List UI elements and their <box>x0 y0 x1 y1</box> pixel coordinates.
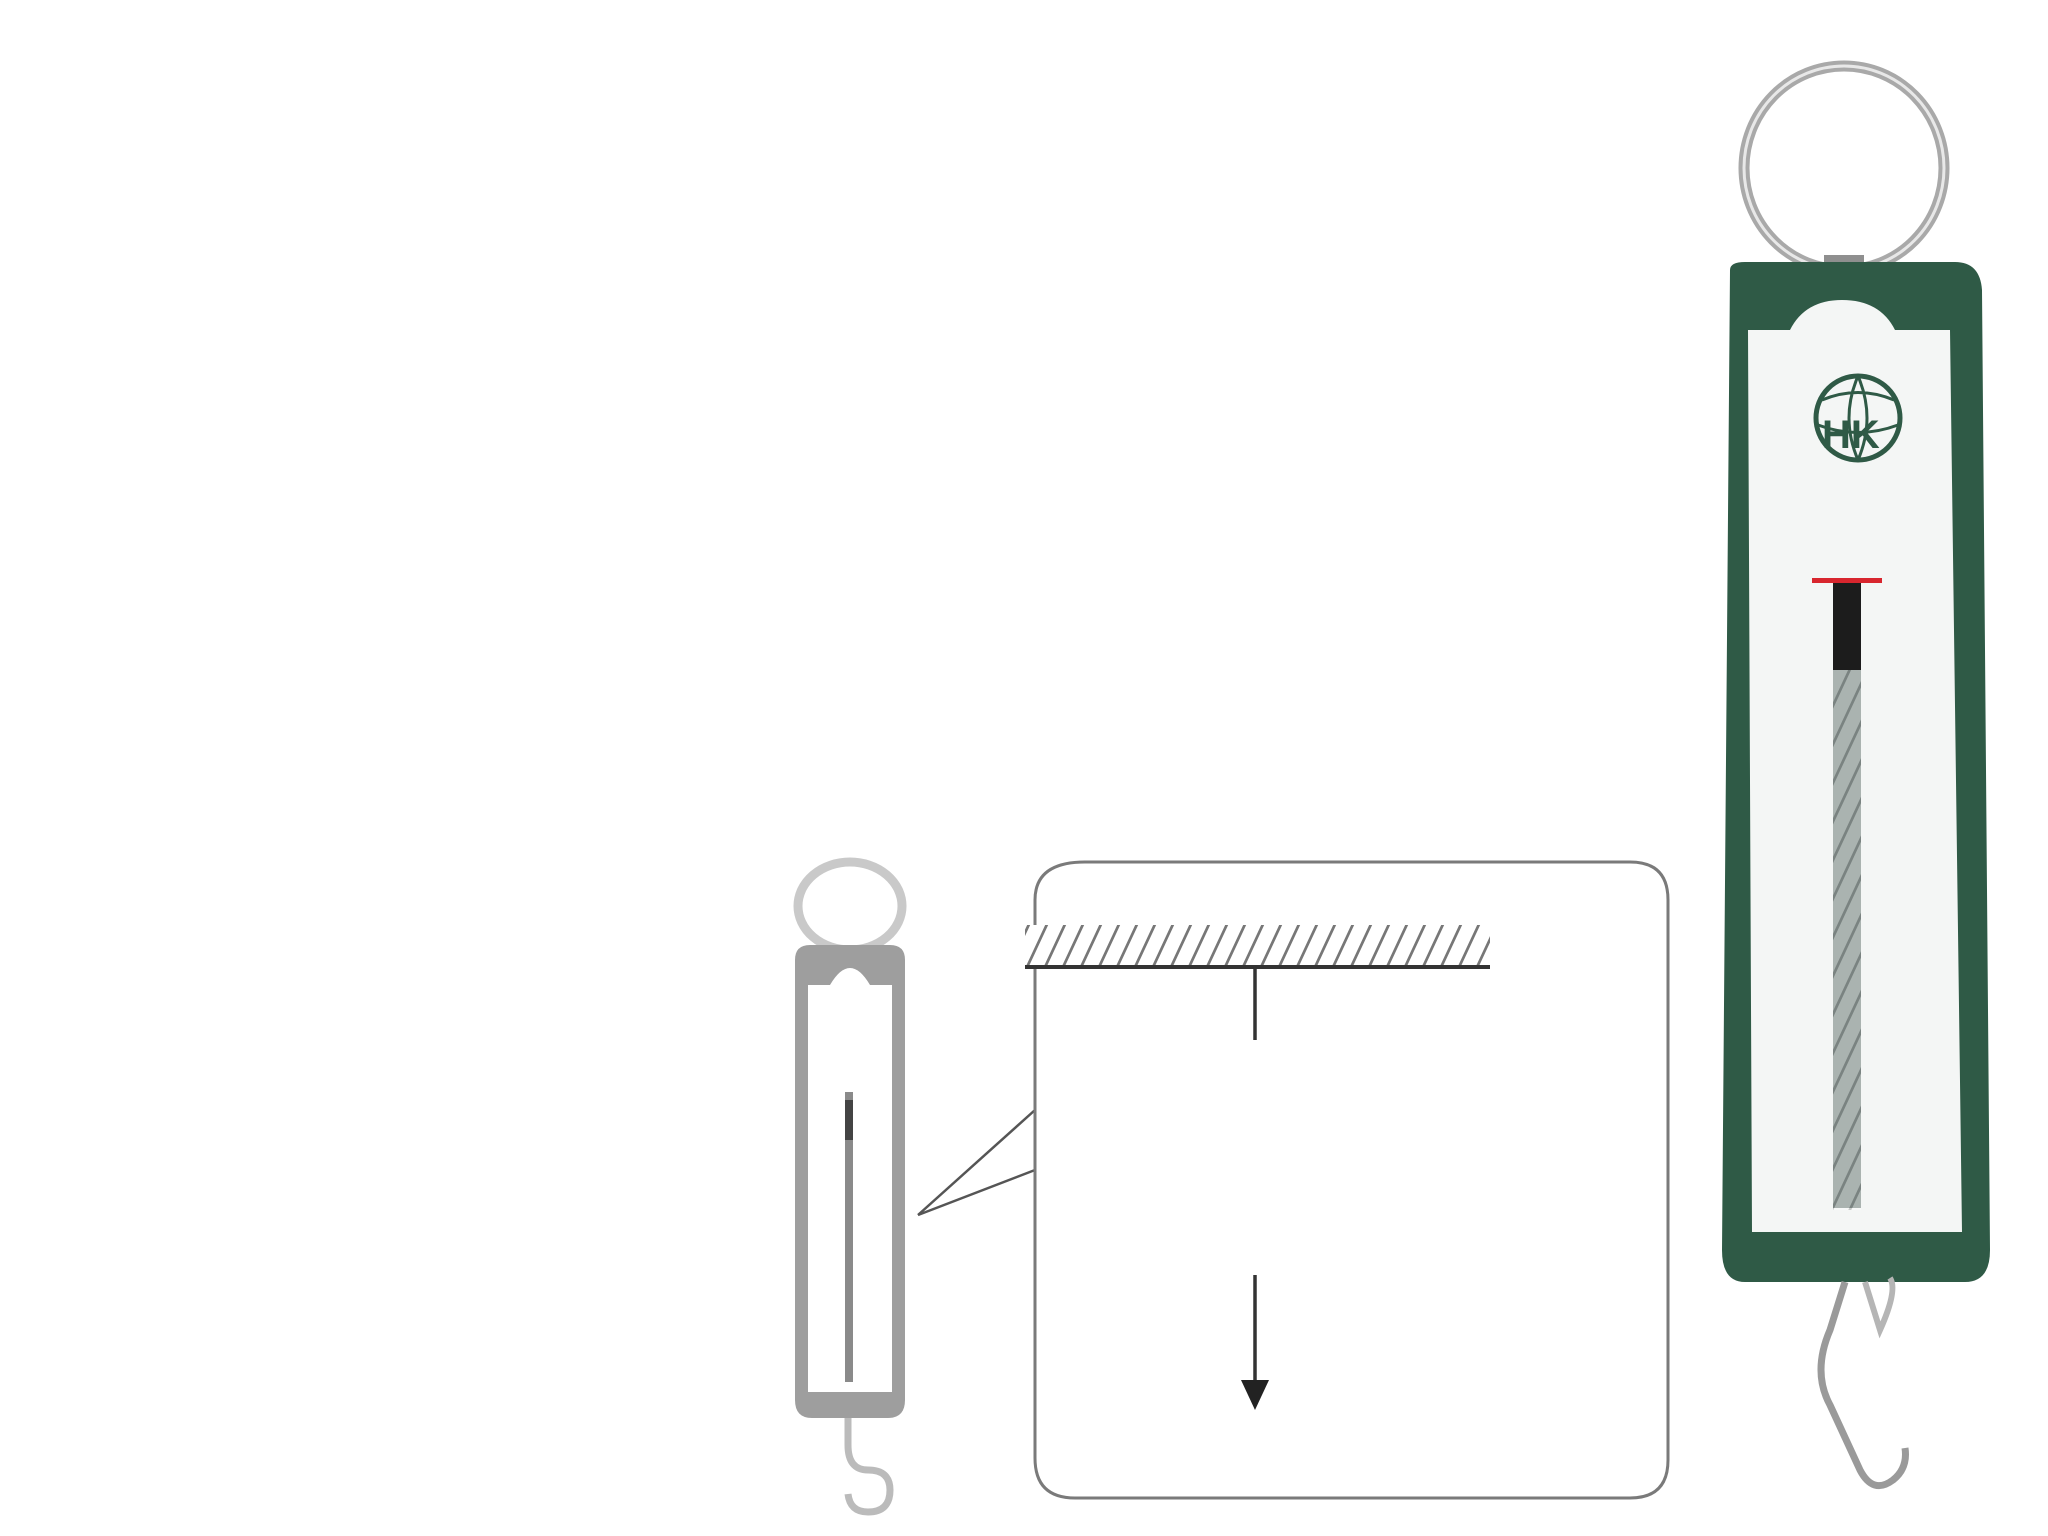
reading-marker <box>1812 578 1882 583</box>
svg-text:HK: HK <box>1822 413 1880 457</box>
spring-balance-photo <box>1722 66 1990 1486</box>
spring-diagram-box <box>1025 862 1668 1498</box>
indicator <box>1833 578 1861 670</box>
ceiling-support <box>1025 925 1490 967</box>
small-spring-balance <box>795 862 905 1512</box>
hook-icon <box>1821 1282 1906 1486</box>
